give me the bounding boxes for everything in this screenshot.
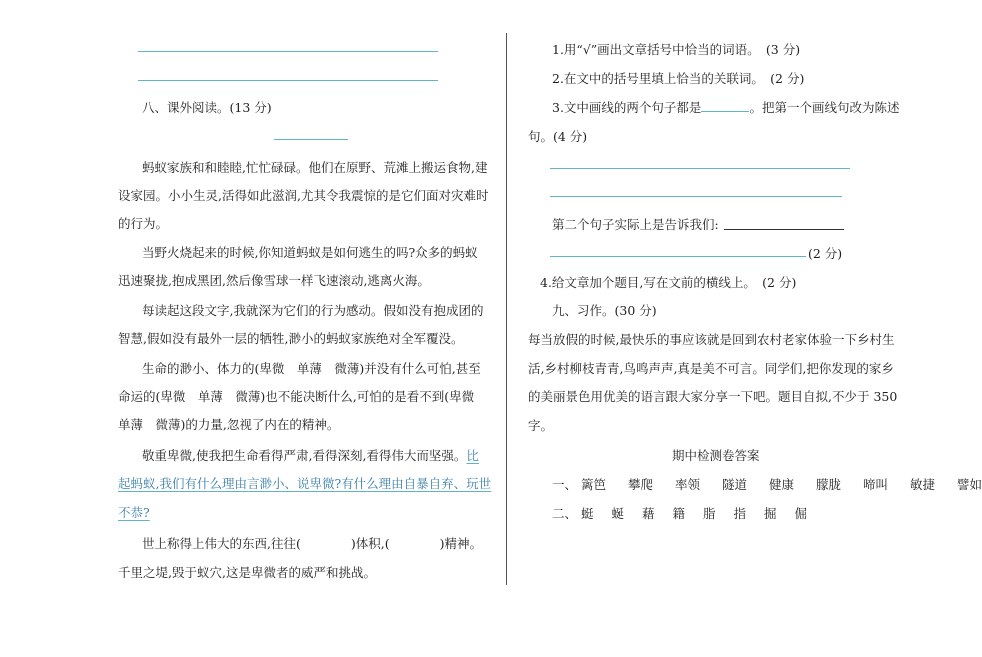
answer-word: 率领	[675, 477, 701, 492]
para-2-line-1: 当野火烧起来的时候,你知道蚂蚁是如何逃生的吗?众多的蚂蚁	[142, 245, 478, 260]
answer-word: 隧道	[722, 477, 748, 492]
para-1-line-3: 的行为。	[118, 216, 169, 231]
para-5-text: 敬重卑微,使我把生命看得严肃,看得深刻,看得伟大而坚强。	[142, 448, 467, 463]
answer-word: 譬如	[957, 477, 982, 492]
question-3-text-a: 3.文中画线的两个句子都是	[552, 100, 702, 115]
para-6-line-1	[142, 534, 482, 552]
para-6-text-a: 世上称得上伟大的东西,往往(	[142, 536, 301, 551]
para-3-line-1: 每读起这段文字,我就深为它们的行为感动。假如没有抱成团的	[142, 303, 484, 318]
question-3-score: (2 分)	[808, 246, 843, 261]
question-3-line-1	[552, 98, 899, 116]
answer-char: 指	[733, 506, 747, 521]
essay-line-2: 活,乡村柳枝青青,鸟鸣声声,真是美不可言。同学们,把你发现的家乡	[528, 361, 894, 376]
underlined-sentence-line-2: 起蚂蚁,我们有什么理由言渺小、说卑微?有什么理由自暴自弃、玩世	[118, 476, 492, 491]
q3-answer-line-1	[550, 168, 850, 169]
answer-row-1-label: 一、	[552, 477, 578, 492]
title-blank-line	[274, 139, 348, 140]
para-1-line-2: 设家园。小小生灵,活得如此滋润,尤其令我震惊的是它们面对灾难时	[118, 188, 489, 203]
answer-word: 朦胧	[816, 477, 842, 492]
answer-char: 籍	[672, 506, 686, 521]
answer-row-2-label: 二、	[552, 506, 578, 521]
question-1: 1.用“√”画出文章括号中恰当的词语。 (3 分)	[552, 42, 801, 57]
para-6-line-2: 千里之堤,毁于蚁穴,这是卑微者的威严和挑战。	[118, 565, 376, 580]
answer-char: 蜒	[611, 506, 625, 521]
para-2-line-2: 迅速聚拢,抱成黑团,然后像雪球一样飞速滚动,逃离火海。	[118, 273, 430, 288]
para-4-line-1: 生命的渺小、体力的(卑微 单薄 微薄)并没有什么可怕,甚至	[142, 361, 481, 376]
question-3-text-b: 。把第一个画线句改为陈述	[749, 100, 900, 115]
answer-char: 藉	[642, 506, 655, 521]
answer-row-2	[552, 504, 807, 522]
para-4-line-3: 单薄 微薄)的力量,忽视了内在的精神。	[118, 417, 340, 432]
q3-answer-line-2	[550, 196, 842, 197]
answer-line-1	[138, 51, 438, 52]
answer-word: 啼叫	[863, 477, 889, 492]
para-3-line-2: 智慧,假如没有最外一层的牺牲,渺小的蚂蚁家族绝对全军覆没。	[118, 331, 464, 346]
answer-word: 篱笆	[581, 477, 607, 492]
answer-word: 敏捷	[910, 477, 936, 492]
section-8-title: 八、课外阅读。(13 分)	[142, 100, 272, 115]
section-9-title: 九、习作。(30 分)	[552, 303, 657, 318]
underlined-sentence-line-3: 不恭?	[118, 505, 150, 520]
question-2: 2.在文中的括号里填上恰当的关联词。 (2 分)	[552, 71, 805, 86]
question-4: 4.给文章加个题目,写在文前的横线上。 (2 分)	[540, 275, 797, 290]
para-1-line-1: 蚂蚁家族和和睦睦,忙忙碌碌。他们在原野、荒滩上搬运食物,建	[142, 160, 488, 175]
answer-row-1	[552, 475, 982, 493]
essay-line-3: 的美丽景色用优美的语言跟大家分享一下吧。题目自拟,不少于 350	[528, 389, 898, 404]
answer-char: 掘	[764, 506, 777, 521]
para-6-text-b: )体积,(	[350, 536, 390, 551]
answer-line-2	[138, 80, 438, 81]
answer-key-title: 期中检测卷答案	[672, 448, 760, 463]
answer-char: 蜓	[581, 506, 594, 521]
para-4-line-2: 命运的(卑微 单薄 微薄)也不能决断什么,可怕的是看不到(卑微	[118, 389, 475, 404]
essay-line-4: 字。	[528, 418, 554, 433]
para-6-text-c: )精神。	[439, 536, 482, 551]
q3-second-blank-1[interactable]	[724, 229, 844, 230]
answer-word: 攀爬	[628, 477, 654, 492]
question-3-line-2: 句。(4 分)	[528, 129, 588, 144]
para-5-line-1	[142, 446, 479, 464]
question-3-second: 第二个句子实际上是告诉我们:	[552, 217, 719, 232]
essay-line-1: 每当放假的时候,最快乐的事应该就是回到农村老家体验一下乡村生	[528, 332, 895, 347]
answer-char: 倔	[794, 506, 808, 521]
answer-char: 脂	[703, 506, 716, 521]
answer-word: 健康	[769, 477, 795, 492]
q3-second-blank-2[interactable]	[550, 256, 806, 257]
question-3-blank[interactable]	[701, 99, 749, 112]
column-divider	[506, 33, 507, 585]
underlined-sentence-start: 比	[466, 448, 479, 463]
